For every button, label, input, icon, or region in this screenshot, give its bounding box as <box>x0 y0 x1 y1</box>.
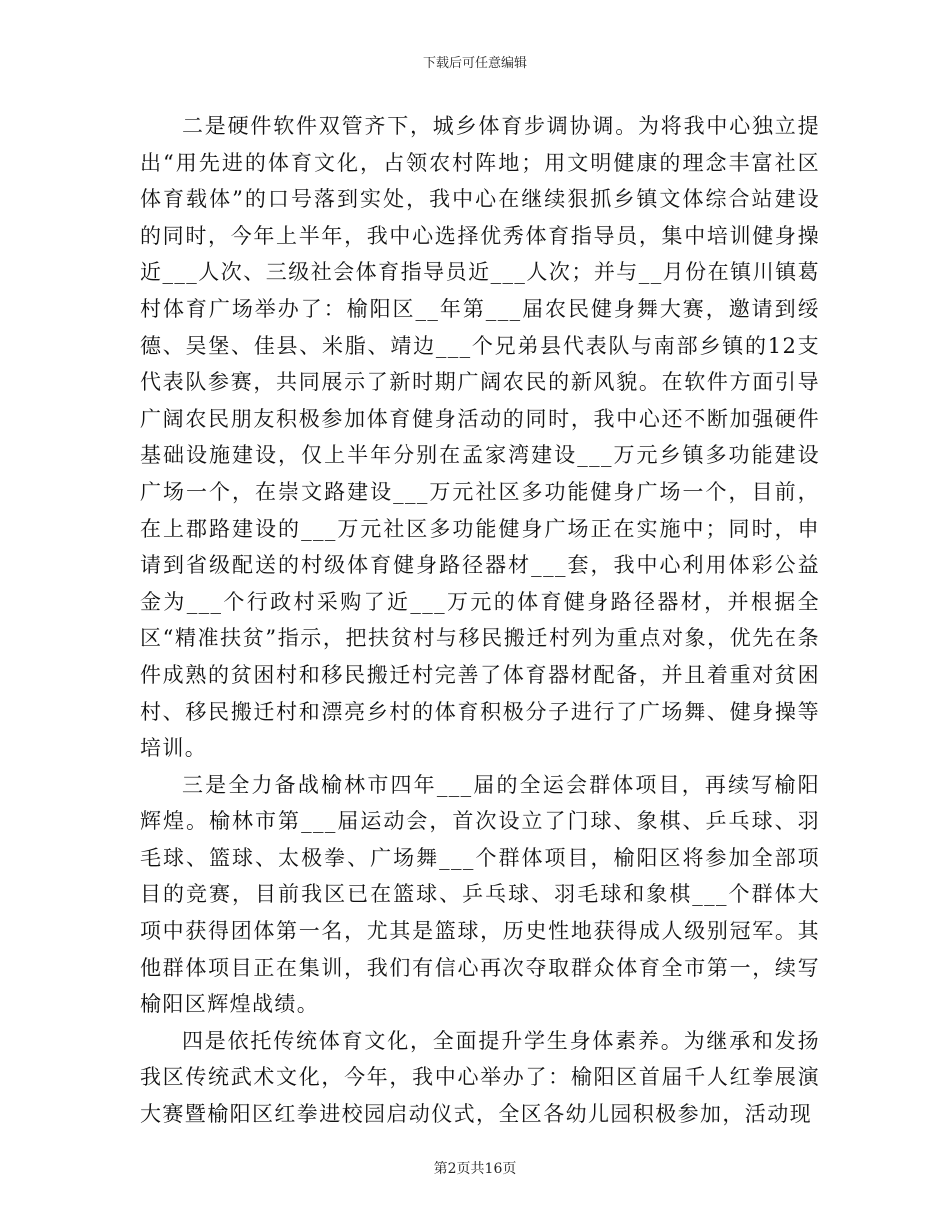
page-number: 第2页共16页 <box>433 1161 517 1177</box>
document-body <box>140 108 820 1133</box>
paragraph-hardware-software: 二是硬件软件双管齐下，城乡体育步调协调。为将我中心独立提出“用先进的体育文化，占领农村阵地；用文明健康的理念丰富社区体育载体”的口号落到实处，我中心在继续狠抓乡镇文体综合站建设的同时，今年上半年，我中心选择优秀体育指导员，集中培训健身操近___人次、三级社会体育指导员近___人次；并与__月份在镇川镇葛村体育广场举办了：榆阳区__年第___届农民健身舞大赛，邀请到绥德、吴堡、佳县、米脂、靖边___个兄弟县代表队与南部乡镇的12支代表队参赛，共同展示了新时期广阔农民的新风貌。在软件方面引导广阔农民朋友积极参加体育健身活动的同时，我中心还不断加强硬件基础设施建设，仅上半年分别在孟家湾建设___万元乡镇多功能建设广场一个，在崇文路建设___万元社区多功能健身广场一个，目前，在上郡路建设的___万元社区多功能健身广场正在实施中；同时，申请到省级配送的村级体育健身路径器材___套，我中心利用体彩公益金为___个行政村采购了近___万元的体育健身路径器材，并根据全区“精准扶贫”指示，把扶贫村与移民搬迁村列为重点对象，优先在条件成熟的贫困村和移民搬迁村完善了体育器材配备，并且着重对贫困村、移民搬迁村和漂亮乡村的体育积极分子进行了广场舞、健身操等培训。 <box>140 114 820 761</box>
paragraph-traditional-sports: 四是依托传统体育文化，全面提升学生身体素养。为继承和发扬我区传统武术文化，今年，我中心举办了：榆阳区首届千人红拳展演大赛暨榆阳区红拳进校园启动仪式，全区各幼儿园积极参加，活动现 <box>140 1028 820 1127</box>
page-header: 下载后可任意编辑 <box>422 56 527 71</box>
paragraph-city-games: 三是全力备战榆林市四年___届的全运会群体项目，再续写榆阳辉煌。榆林市第___届运动会，首次设立了门球、象棋、乒乓球、羽毛球、篮球、太极拳、广场舞___个群体项目，榆阳区将参加全部项目的竞赛，目前我区已在篮球、乒乓球、羽毛球和象棋___个群体大项中获得团体第一名，尤其是篮球，历史性地获得成人级别冠军。其他群体项目正在集训，我们有信心再次夺取群众体育全市第一，续写榆阳区辉煌战绩。 <box>140 772 820 1017</box>
